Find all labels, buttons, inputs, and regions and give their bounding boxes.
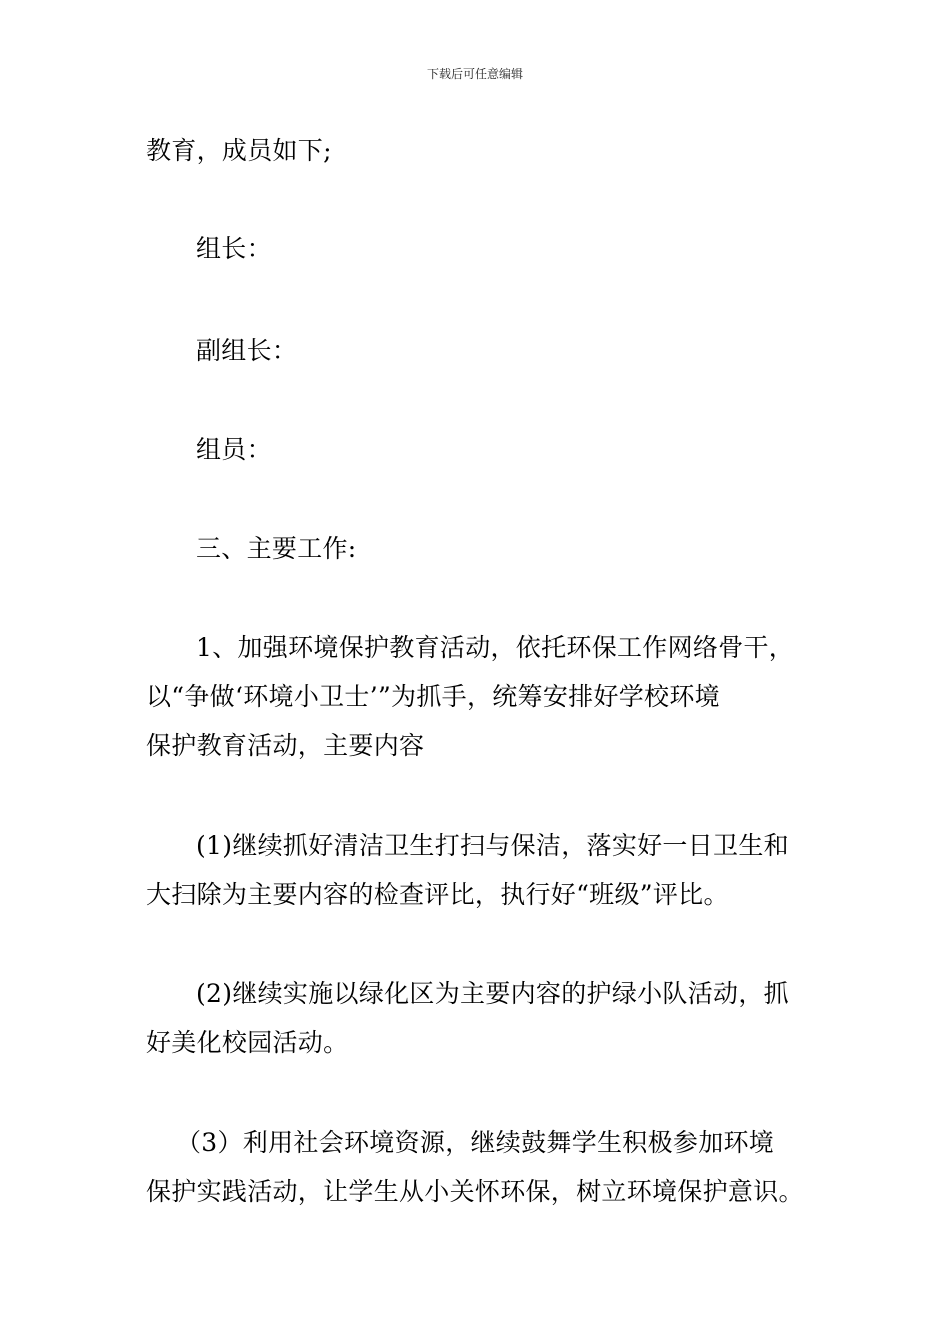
paragraph-line: 副组长： [196, 336, 298, 365]
paragraph-line: 组长： [196, 234, 272, 263]
paragraph-line: 1、加强环境保护教育活动，依托环保工作网络骨干， [196, 633, 795, 662]
paragraph-line: 以“争做‘环境小卫士’”为抓手，统筹安排好学校环境 [146, 682, 720, 711]
page-header: 下载后可任意编辑 [426, 67, 523, 81]
paragraph-line: 好美化校园活动。 [146, 1028, 349, 1057]
paragraph-line: 大扫除为主要内容的检查评比，执行好“班级”评比。 [146, 880, 729, 909]
paragraph-line: （3）利用社会环境资源，继续鼓舞学生积极参加环境 [176, 1128, 775, 1157]
paragraph-line: 保护实践活动，让学生从小关怀环保，树立环境保护意识。 [146, 1177, 804, 1206]
paragraph-line: 组员： [196, 435, 272, 464]
paragraph-line: (2)继续实施以绿化区为主要内容的护绿小队活动，抓 [196, 979, 789, 1008]
paragraph-line: 教育，成员如下; [146, 136, 332, 165]
paragraph-line: (1)继续抓好清洁卫生打扫与保洁，落实好一日卫生和 [196, 831, 789, 860]
section-heading: 三、主要工作: [196, 534, 357, 563]
paragraph-line: 保护教育活动，主要内容 [146, 731, 425, 760]
